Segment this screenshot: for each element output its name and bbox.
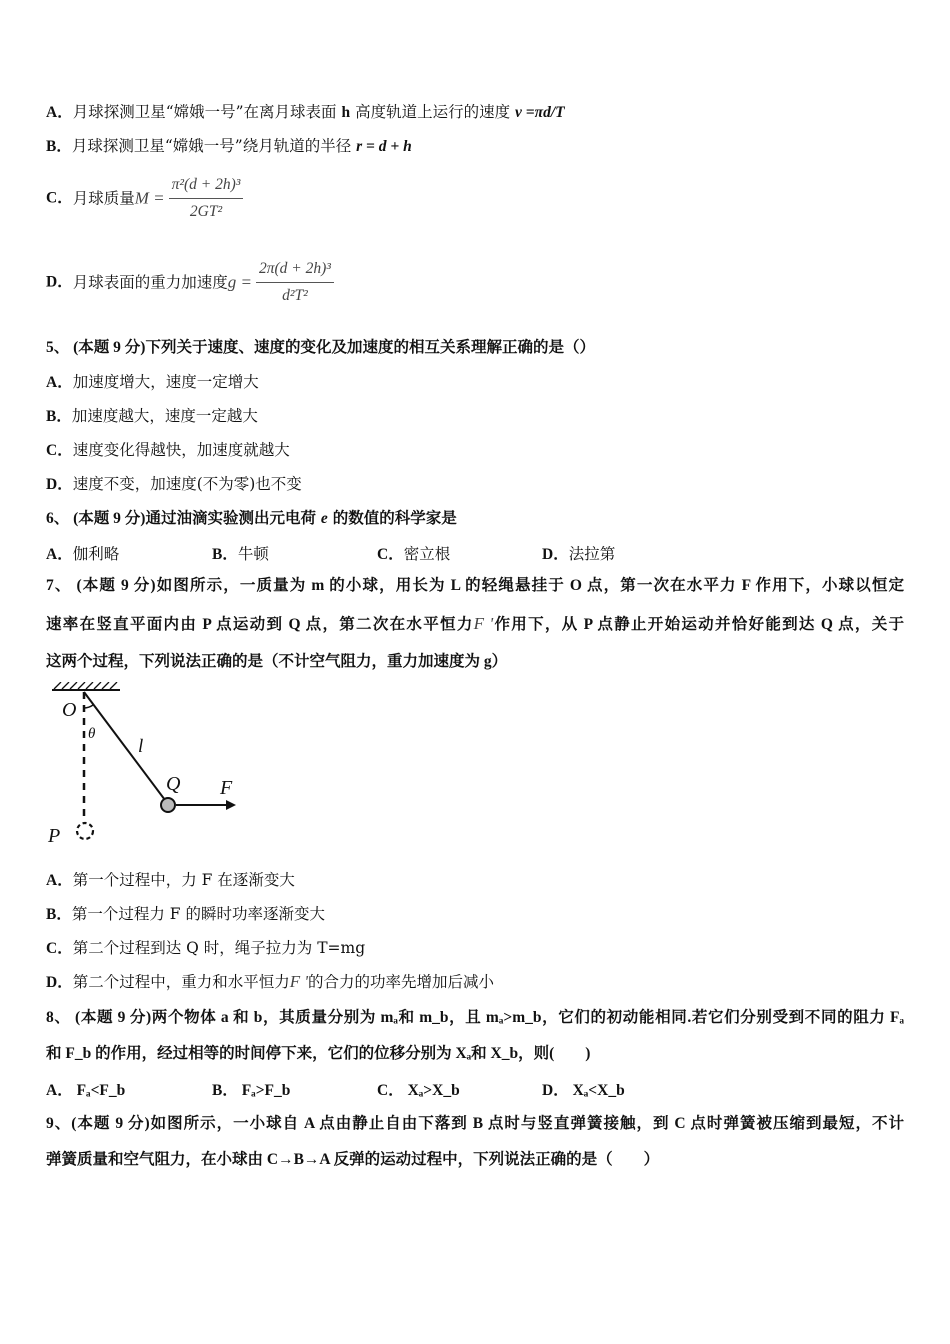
f-prime: F ' xyxy=(289,972,308,991)
q5-stem: 5、 (本题 9 分)下列关于速度、速度的变化及加速度的相互关系理解正确的是（） xyxy=(46,339,595,356)
q7-stem-line-2: 速率在竖直平面内由 P 点运动到 Q 点，第二次在水平恒力F '作用下，从 P 点静止开始运动并恰好能到达 Q 点，关于 xyxy=(46,614,905,633)
label-o: O xyxy=(62,699,77,721)
option-text: 月球质量 xyxy=(72,189,135,208)
q4-option-b xyxy=(46,136,412,157)
q6-option-c: C．密立根 xyxy=(377,545,451,563)
label-f: F xyxy=(220,777,233,799)
string xyxy=(84,692,168,804)
q8-option-c: C． Xₐ>X_b xyxy=(377,1082,460,1099)
ball-p xyxy=(77,823,93,839)
q9-stem-line-1: 9、(本题 9 分)如图所示，一小球自 A 点由静止自由下落到 B 点时与竖直弹簧接触，到 C 点时弹簧被压缩到最短，不计 xyxy=(46,1115,904,1132)
option-text: 月球表面的重力加速度 xyxy=(72,273,228,292)
f-prime: F ' xyxy=(473,614,494,633)
option-text: 月球探测卫星“嫦娥一号”绕月轨道的半径 xyxy=(71,137,352,155)
q5-option-c: C．速度变化得越快，加速度就越大 xyxy=(46,441,290,459)
q6-option-d: D．法拉第 xyxy=(542,545,616,563)
option-label: C． xyxy=(46,189,73,207)
formula: r = d + h xyxy=(356,138,412,155)
q7-stem-line-3: 这两个过程，下列说法正确的是（不计空气阻力，重力加速度为 g） xyxy=(46,653,508,670)
formula-lhs: M = xyxy=(134,188,165,208)
q6-option-a: A．伽利略 xyxy=(46,545,120,563)
label-theta: θ xyxy=(88,726,96,742)
q5-option-a: A．加速度增大，速度一定增大 xyxy=(46,373,259,391)
q9-stem-line-2: 弹簧质量和空气阻力，在小球由 C→B→A 反弹的运动过程中，下列说法正确的是（ ） xyxy=(46,1151,660,1168)
option-label: B． xyxy=(46,138,72,155)
formula-fraction: $\frac{\text{π²(d + 2h)³}}{\text{2GT²}}$ xyxy=(169,174,244,223)
option-text: 月球探测卫星“嫦娥一号”在离月球表面 xyxy=(72,103,337,121)
arrow-head xyxy=(226,800,236,810)
ball-q xyxy=(161,798,175,812)
q4-option-d xyxy=(46,258,334,307)
q8-option-b: B． Fₐ>F_b xyxy=(212,1082,291,1099)
q5-option-b: B．加速度越大，速度一定越大 xyxy=(46,407,258,425)
q6-option-b: B．牛顿 xyxy=(212,545,269,563)
label-q: Q xyxy=(166,773,181,795)
label-l: l xyxy=(138,736,144,757)
q4-option-c xyxy=(46,174,243,223)
q7-stem-line-1: 7、 (本题 9 分)如图所示，一质量为 m 的小球，用长为 L 的轻绳悬挂于 O 点，第一次在水平力 F 作用下，小球以恒定 xyxy=(46,577,904,594)
q8-stem-line-1: 8、 (本题 9 分)两个物体 a 和 b，其质量分别为 mₐ和 m_b，且 mₐ>m_b，它们的初动能相同.若它们分别受到不同的阻力 Fₐ xyxy=(46,1009,904,1026)
formula-lhs: g = xyxy=(227,272,252,292)
q7-option-d: D．第二个过程中，重力和水平恒力F '的合力的功率先增加后减小 xyxy=(46,972,495,991)
q8-option-d: D． Xₐ<X_b xyxy=(542,1082,625,1099)
q7-option-c: C．第二个过程到达 Q 时，绳子拉力为 T=mg xyxy=(46,939,366,957)
label-p: P xyxy=(48,825,61,847)
option-label: A． xyxy=(46,104,73,121)
pendulum-figure xyxy=(44,682,254,850)
formula: v =πd/T xyxy=(515,104,565,121)
q6-stem: 6、 (本题 9 分)通过油滴实验测出元电荷 e 的数值的科学家是 xyxy=(46,510,457,527)
option-label: D． xyxy=(46,273,73,291)
q8-stem-line-2: 和 F_b 的作用，经过相等的时间停下来，它们的位移分别为 Xₐ和 X_b，则( ) xyxy=(46,1045,591,1062)
formula-fraction: $\frac{\text{2π(d + 2h)³}}{\text{d²T²}}$ xyxy=(256,258,334,307)
angle-arc xyxy=(84,705,93,708)
q4-option-a: A．月球探测卫星“嫦娥一号”在离月球表面 h 高度轨道上运行的速度 v =πd/T xyxy=(46,103,565,121)
q7-option-a: A．第一个过程中，力 F 在逐渐变大 xyxy=(46,871,295,889)
q5-option-d: D．速度不变，加速度(不为零)也不变 xyxy=(46,475,302,493)
q8-option-a: A． Fₐ<F_b xyxy=(46,1082,126,1099)
q7-option-b: B．第一个过程力 F 的瞬时功率逐渐变大 xyxy=(46,905,325,923)
ceiling-hatch xyxy=(54,682,117,689)
